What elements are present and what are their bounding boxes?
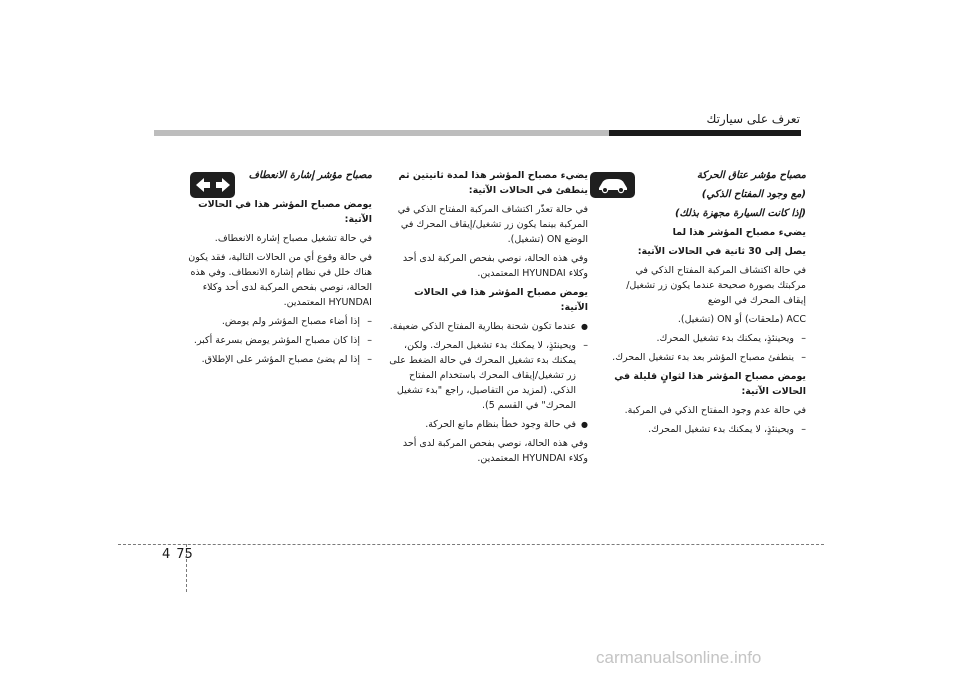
para: يضيء مصباح المؤشر هذا لما — [672, 227, 806, 238]
page-number — [162, 547, 193, 562]
section-title: تعرف على سيارتك — [706, 112, 800, 126]
para: – إذا لم يضئ مصباح المؤشر على الإطلاق. — [172, 352, 372, 367]
para: – ويحينئذٍ، لا يمكنك بدء تشغيل المحرك. ولكن، يمكنك بدء تشغيل المحرك في حالة الضغط على زر تشغيل/إيقاف المحرك باستخدام المفتاح الذكي. (لمزيد من التفاصيل، راجع "بدء تشغيل المحرك" في القسم 5). — [388, 338, 588, 413]
header-bar — [154, 130, 801, 136]
header-bar-black — [609, 130, 801, 136]
chapter-number: 4 — [162, 547, 171, 562]
para: في حالة اكتشاف المركبة المفتاح الذكي في مركبتك بصورة صحيحة عندما يكون زر تشغيل/ إيقاف المحرك في الوضع — [626, 265, 806, 306]
para: مصباح مؤشر إشارة الانعطاف — [248, 170, 372, 181]
para: وفي هذه الحالة، نوصي بفحص المركبة لدى أحد وكلاء HYUNDAI المعتمدين. — [402, 253, 588, 279]
para: ACC (ملحقات) أو ON (تشغيل). — [677, 314, 806, 325]
watermark: carmanualsonline.info — [596, 648, 762, 667]
para: في حالة تشغيل مصباح إشارة الانعطاف. — [214, 233, 372, 244]
para: ● في حالة وجود خطأ بنظام مانع الحركة. — [388, 417, 588, 432]
para: في حالة تعذّر اكتشاف المركبة المفتاح الذكي في المركبة بينما يكون زر تشغيل/إيقاف المحرك في الوضع ON (تشغيل). — [397, 204, 588, 245]
header-bar-grey — [154, 130, 609, 136]
para: (مع وجود المفتاح الذكي) — [701, 189, 806, 200]
para: – إذا أضاء مصباح المؤشر ولم يومض. — [172, 314, 372, 329]
para: – ويحينئذٍ، يمكنك بدء تشغيل المحرك. — [606, 331, 806, 346]
para: – إذا كان مصباح المؤشر يومض بسرعة أكبر. — [172, 333, 372, 348]
para: (إذا كانت السيارة مجهزة بذلك) — [674, 208, 806, 219]
column-middle — [388, 168, 588, 470]
para: في حالة وقوع أي من الحالات التالية، فقد يكون هناك خلل في نظام إشارة الانعطاف. وفي هذه الحالة، نوصي بفحص المركبة لدى أحد وكلاء HYUNDAI المعتمدين. — [188, 252, 372, 308]
para: يومض مصباح المؤشر هذا في الحالات الآتية: — [414, 287, 588, 313]
para: في حالة عدم وجود المفتاح الذكي في المركبة. — [624, 405, 806, 416]
page-number-value: 75 — [176, 547, 193, 562]
para: مصباح مؤشر عتاق الحركة — [696, 170, 806, 181]
para: – ويحينئذٍ، لا يمكنك بدء تشغيل المحرك. — [606, 422, 806, 437]
para: يومض مصباح المؤشر هذا في الحالات الآتية: — [198, 199, 372, 225]
para: يصل إلى 30 ثانية في الحالات الآتية: — [637, 246, 806, 257]
para: يضيء مصباح المؤشر هذا لمدة ثانيتين ثم ينطفئ في الحالات الآتية: — [398, 170, 588, 196]
column-right — [606, 168, 806, 441]
para: يومض مصباح المؤشر هذا لثوانٍ قليلة في الحالات الآتية: — [614, 371, 806, 397]
column-left — [172, 168, 372, 371]
para: – ينطفئ مصباح المؤشر بعد بدء تشغيل المحرك. — [606, 350, 806, 365]
footer-divider — [118, 544, 824, 545]
para: ● عندما تكون شحنة بطارية المفتاح الذكي ضعيفة. — [388, 319, 588, 334]
para: وفي هذه الحالة، نوصي بفحص المركبة لدى أحد وكلاء HYUNDAI المعتمدين. — [402, 438, 588, 464]
